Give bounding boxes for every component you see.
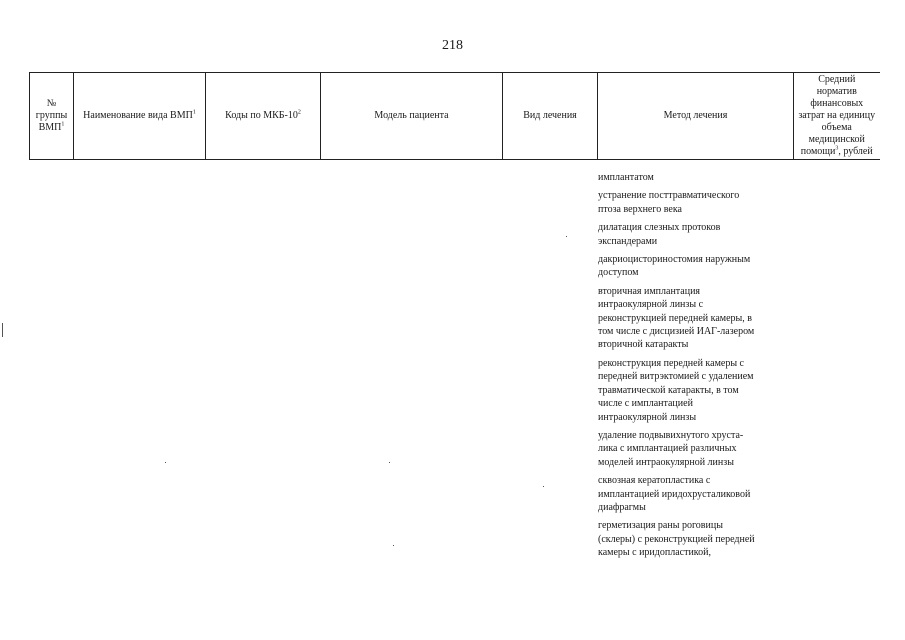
scan-speck xyxy=(165,462,166,463)
method-line: дилатация слезных протоков xyxy=(598,222,721,234)
method-item xyxy=(598,474,778,514)
header-cost-line7: помощи xyxy=(800,146,836,157)
header-group-number xyxy=(30,73,74,160)
method-line: удаление подвывихнутого хруста- xyxy=(598,429,744,441)
method-line: реконструкция передней камеры с xyxy=(598,357,744,369)
method-item xyxy=(598,253,778,280)
method-item xyxy=(598,189,778,216)
header-cost-line2: норматив xyxy=(816,86,857,97)
method-item xyxy=(598,429,778,469)
table-header xyxy=(29,72,880,160)
method-line: интраокулярной линзы xyxy=(598,411,697,423)
method-line: сквозная кератопластика с xyxy=(598,475,711,487)
method-line: реконструкцией передней камеры, в xyxy=(598,312,752,324)
method-item xyxy=(598,519,778,559)
method-line: числе с имплантацией xyxy=(598,398,693,410)
header-treatment-type-text: Вид лечения xyxy=(523,110,577,121)
method-line: интраокулярной линзы с xyxy=(598,299,704,311)
header-icd-codes-footnote: 2 xyxy=(297,109,301,116)
method-line: том числе с дисцизией ИАГ-лазером xyxy=(598,326,755,338)
header-icd-codes-text: Коды по МКБ-10 xyxy=(225,110,298,121)
method-line: травматической катаракты, в том xyxy=(598,384,739,396)
header-cost-line3: финансовых xyxy=(810,98,864,109)
method-line: герметизация раны роговицы xyxy=(598,520,723,532)
header-treatment-type xyxy=(503,73,598,160)
method-line: вторичная имплантация xyxy=(598,285,701,297)
method-line: дакриоцисториностомия наружным xyxy=(598,254,751,266)
method-line: передней витрэктомией с удалением xyxy=(598,371,754,383)
header-group-number-line3: ВМП xyxy=(38,122,62,133)
method-item xyxy=(598,285,778,352)
header-cost-line5: объема xyxy=(821,122,852,133)
method-line: имплантацией иридохрусталиковой xyxy=(598,488,751,500)
method-line: диафрагмы xyxy=(598,501,646,513)
header-patient-model-text: Модель пациента xyxy=(374,110,449,121)
method-item xyxy=(598,357,778,424)
header-group-number-line2: группы xyxy=(35,110,68,121)
scan-speck xyxy=(566,236,567,237)
method-line: устранение посттравматического xyxy=(598,190,740,202)
header-group-number-line1: № xyxy=(46,98,57,109)
scan-speck xyxy=(393,545,394,546)
header-vmp-name-text: Наименование вида ВМП xyxy=(83,110,193,121)
header-treatment-method xyxy=(598,73,794,160)
method-line: моделей интраокулярной линзы xyxy=(598,456,734,468)
header-cost-line1: Средний xyxy=(818,74,856,85)
method-line: имплантатом xyxy=(598,172,654,183)
method-item xyxy=(598,171,778,184)
header-patient-model xyxy=(321,73,503,160)
method-line: лика с имплантацией различных xyxy=(598,443,737,455)
scan-speck xyxy=(389,462,390,463)
header-cost-tail: , рублей xyxy=(838,146,873,157)
method-line: птоза верхнего века xyxy=(598,203,682,215)
header-cost-line4: затрат на единицу xyxy=(798,110,876,121)
header-vmp-name-footnote: 1 xyxy=(192,109,196,116)
method-line: экспандерами xyxy=(598,235,658,247)
scan-speck xyxy=(543,486,544,487)
header-cost-standard xyxy=(794,73,880,160)
page-number: 218 xyxy=(442,38,463,53)
header-cost-footnote: 3 xyxy=(835,145,839,152)
header-cost-line6: медицинской xyxy=(808,134,865,145)
method-line: вторичной катаракты xyxy=(598,339,689,351)
header-treatment-method-text: Метод лечения xyxy=(663,110,728,121)
scan-mark xyxy=(2,323,3,337)
method-item xyxy=(598,221,778,248)
treatment-methods-list xyxy=(598,171,778,565)
method-line: камеры с иридопластикой, xyxy=(598,547,712,559)
method-line: доступом xyxy=(598,267,639,279)
header-vmp-name xyxy=(74,73,206,160)
header-icd-codes xyxy=(206,73,321,160)
method-line: (склеры) с реконструкцией передней xyxy=(598,533,755,545)
header-group-number-footnote: 1 xyxy=(61,121,65,128)
